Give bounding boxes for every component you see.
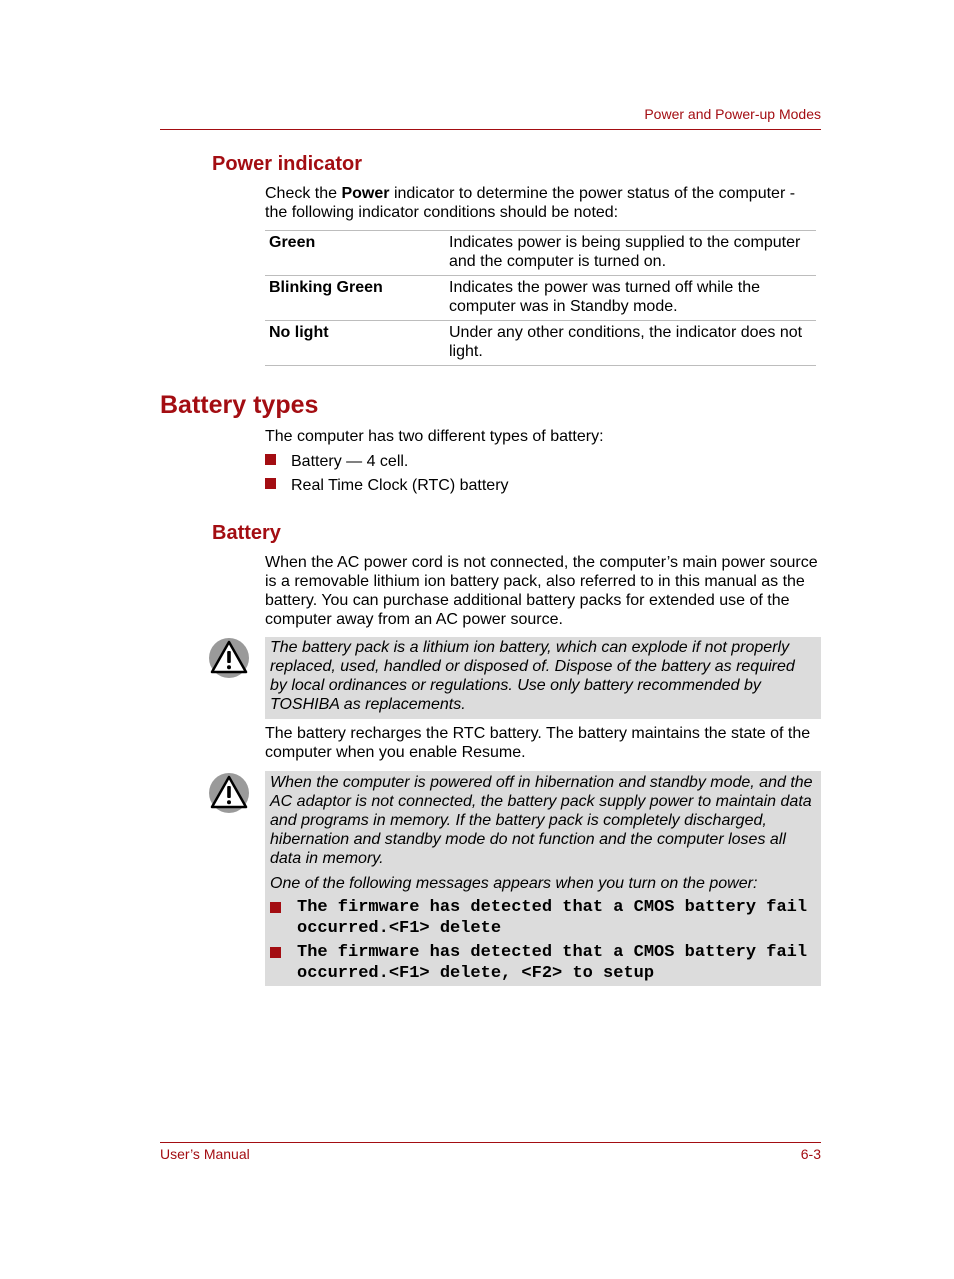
battery-paragraph-2: The battery recharges the RTC battery. The battery maintains the state of the computer when you enable Resume. <box>265 725 811 761</box>
power-indicator-intro <box>265 184 821 222</box>
caution-note-2-text: When the computer is powered off in hibernation and standby mode, and the AC adaptor is not connected, the battery pack supply power to maintain data and programs in memory. If the battery pack is completely discharged, hibernation and standby mode do not function and the computer loses all data in memory. <box>270 774 813 867</box>
list-item-text: Real Time Clock (RTC) battery <box>291 477 509 494</box>
table-row <box>265 231 816 276</box>
caution-icon <box>208 772 250 814</box>
running-header: Power and Power-up Modes <box>644 106 821 122</box>
list-item <box>265 452 408 471</box>
indicator-term: Blinking Green <box>265 276 445 321</box>
indicator-description: Indicates power is being supplied to the computer and the computer is turned on. <box>445 231 816 276</box>
caution-icon <box>208 637 250 679</box>
footer-manual-title: User’s Manual <box>160 1146 250 1162</box>
bullet-icon <box>265 454 276 465</box>
caution-note-1: The battery pack is a lithium ion battery, which can explode if not properly replaced, used, handled or disposed of. Dispose of the battery as required by local ordinances or regulations. Use only battery recommended by TOSHIBA as replacements. <box>265 637 821 719</box>
list-item <box>265 476 509 495</box>
intro-text-start: Check the <box>265 185 342 202</box>
intro-text-end: indicator to determine the power status of the computer - the following indicator conditions should be noted: <box>265 185 796 221</box>
footer-page-number: 6-3 <box>800 1146 821 1162</box>
error-message-text: The firmware has detected that a CMOS battery fail occurred.<F1> delete <box>297 898 808 938</box>
power-indicator-heading: Power indicator <box>212 153 363 175</box>
indicator-table <box>265 230 816 366</box>
battery-types-intro: The computer has two different types of battery: <box>265 428 604 445</box>
battery-heading: Battery <box>212 522 281 544</box>
indicator-description: Under any other conditions, the indicator does not light. <box>445 321 816 366</box>
indicator-term: Green <box>265 231 445 276</box>
caution-note-2 <box>265 771 821 986</box>
list-item <box>270 942 816 984</box>
bullet-icon <box>270 947 281 958</box>
footer-rule <box>160 1142 821 1143</box>
table-row <box>265 276 816 321</box>
error-message-text: The firmware has detected that a CMOS battery fail occurred.<F1> delete, <F2> to setup <box>297 943 808 983</box>
intro-bold-power: Power <box>341 185 390 202</box>
list-item-text: Battery — 4 cell. <box>291 453 409 470</box>
table-row <box>265 321 816 366</box>
bullet-icon <box>265 478 276 489</box>
list-item <box>270 897 816 939</box>
header-rule <box>160 129 821 130</box>
indicator-description: Indicates the power was turned off while the computer was in Standby mode. <box>445 276 816 321</box>
caution-note-2-messages-intro: One of the following messages appears when you turn on the power: <box>270 875 758 892</box>
bullet-icon <box>270 902 281 913</box>
battery-paragraph-1: When the AC power cord is not connected, the computer’s main power source is a removable lithium ion battery pack, also referred to in this manual as the battery. You can purchase additional battery packs for extended use of the computer away from an AC power source. <box>265 554 818 628</box>
indicator-term: No light <box>265 321 445 366</box>
battery-types-heading: Battery types <box>160 391 319 419</box>
